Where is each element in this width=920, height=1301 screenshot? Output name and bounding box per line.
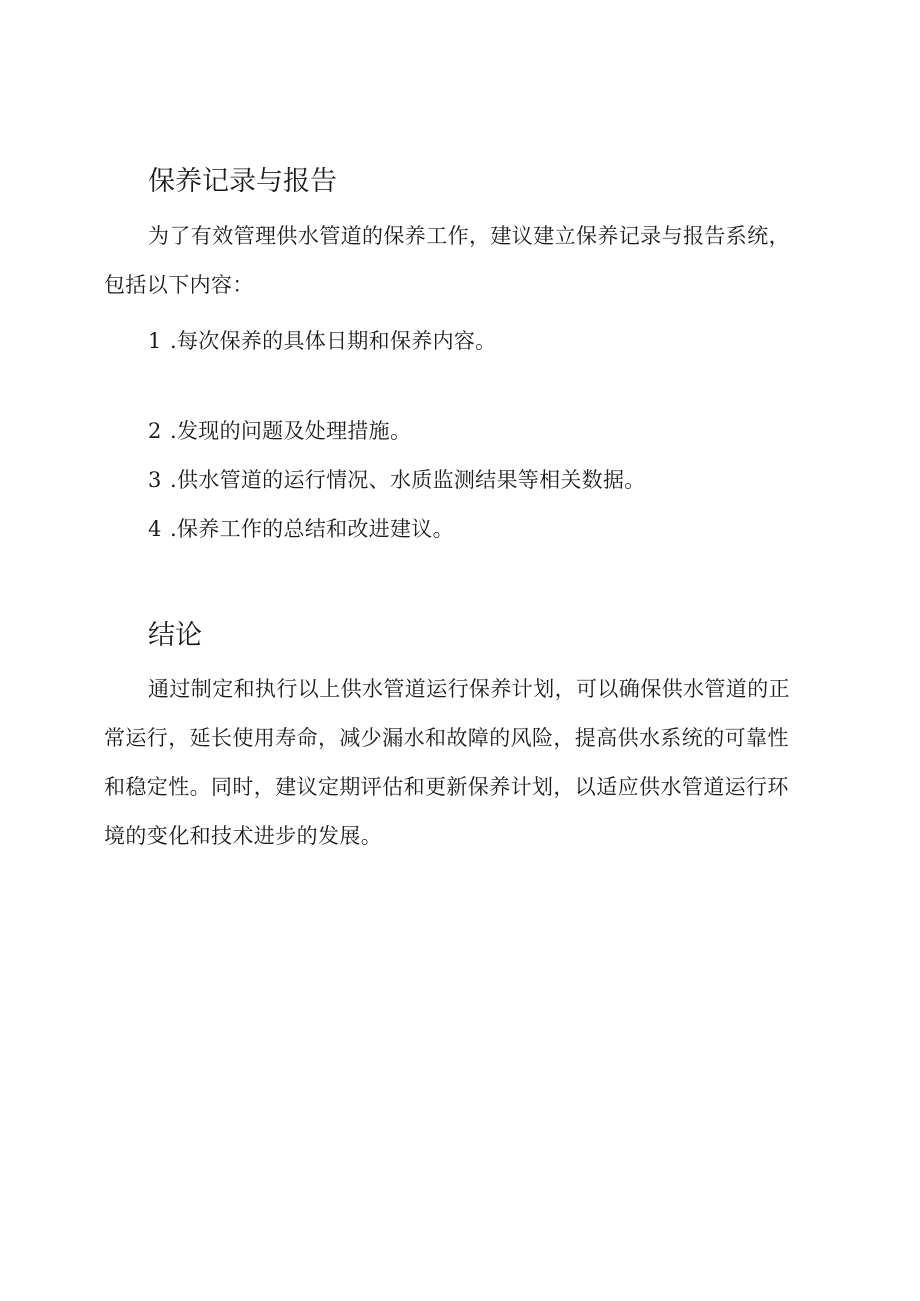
conclusion-paragraph: 通过制定和执行以上供水管道运行保养计划，可以确保供水管道的正常运行，延长使用寿命，减少漏水和故障的风险，提高供水系统的可靠性和稳定性。同时，建议定期评估和更新保养计划，以适应供水管道运行环境的变化和技术进步的发展。 [104,677,790,848]
section-title-conclusion: 结论 [148,620,202,651]
list-item-number: 4 [148,517,162,541]
list-item-text: .每次保养的具体日期和保养内容。 [170,329,497,353]
section-title-maintenance-records: 保养记录与报告 [148,166,337,197]
intro-paragraph: 为了有效管理供水管道的保养工作，建议建立保养记录与报告系统，包括以下内容： [104,224,790,297]
list-item [148,416,411,446]
list-item-number: 3 [148,468,162,492]
list-item-text: .保养工作的总结和改进建议。 [170,517,454,541]
list-item-number: 1 [148,329,162,353]
list-item-number: 2 [148,419,162,443]
list-item [148,514,454,544]
list-item-text: .发现的问题及处理措施。 [170,419,412,443]
list-item [148,465,646,495]
list-item [148,326,496,356]
list-item-text: .供水管道的运行情况、水质监测结果等相关数据。 [170,468,646,492]
